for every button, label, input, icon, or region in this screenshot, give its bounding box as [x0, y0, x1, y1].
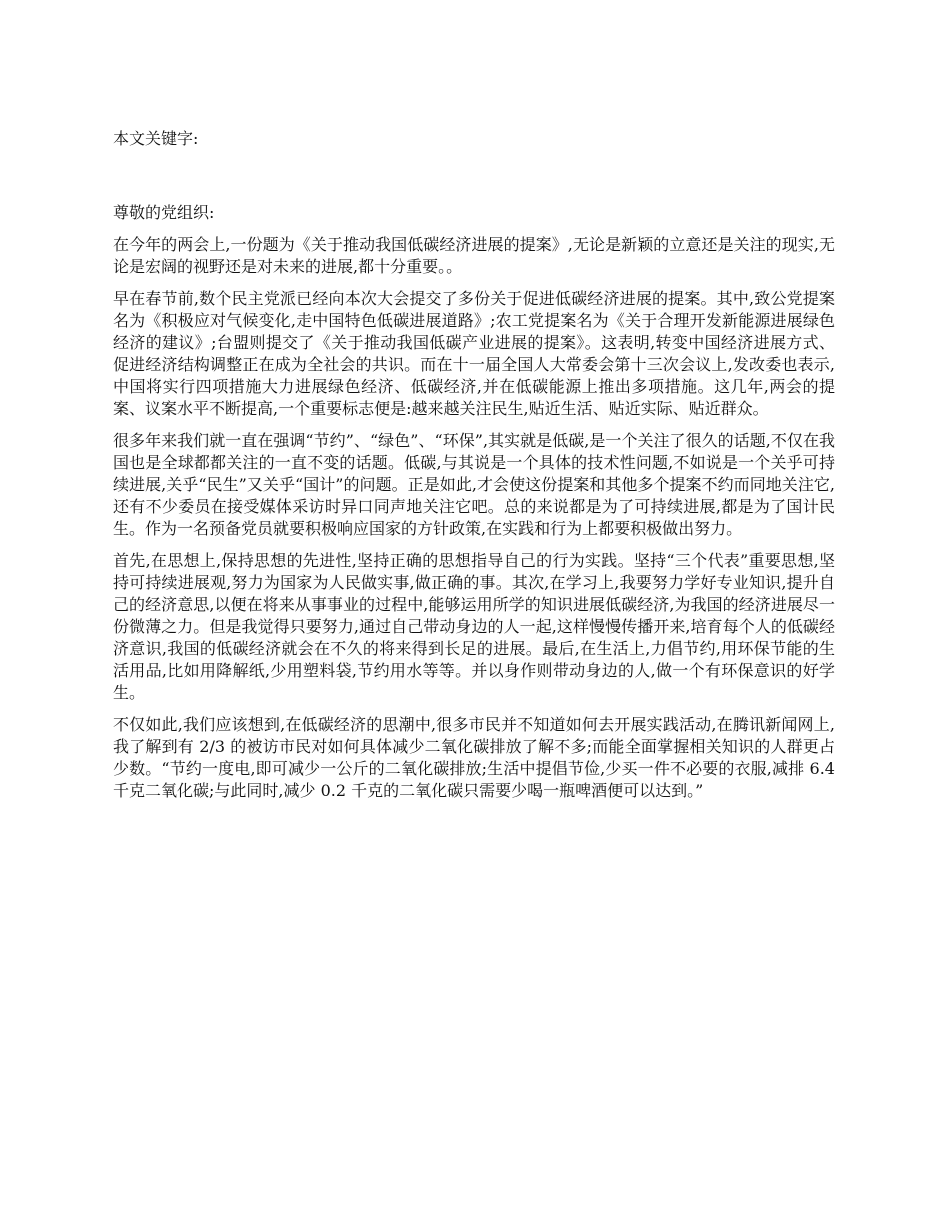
- paragraph-2: 早在春节前,数个民主党派已经向本次大会提交了多份关于促进低碳经济进展的提案。其中,致公党提案名为《积极应对气候变化,走中国特色低碳进展道路》;农工党提案名为《关于合理开发新能源进展绿色经济的建议》;台盟则提交了《关于推动我国低碳产业进展的提案》。这表明,转变中国经济进展方式、促进经济结构调整正在成为全社会的共识。而在十一届全国人大常委会第十三次会议上,发改委也表示,中国将实行四项措施大力进展绿色经济、低碳经济,并在低碳能源上推出多项措施。这几年,两会的提案、议案水平不断提高,一个重要标志便是:越来越关注民生,贴近生活、贴近实际、贴近群众。: [113, 289, 835, 418]
- keywords-label: 本文关键字:: [113, 129, 199, 148]
- paragraph-1: 在今年的两会上,一份题为《关于推动我国低碳经济进展的提案》,无论是新颖的立意还是关注的现实,无论是宏阔的视野还是对未来的进展,都十分重要。。: [113, 235, 835, 276]
- paragraph-5: 不仅如此,我们应该想到,在低碳经济的思潮中,很多市民并不知道如何去开展实践活动,在腾讯新闻网上,我了解到有 2/3 的被访市民对如何具体减少二氧化碳排放了解不多;而能全面掌握相关知识的人群更占少数。“节约一度电,即可减少一公斤的二氧化碳排放;生活中提倡节俭,少买一件不必要的衣服,减排 6.4 千克二氧化碳;与此同时,减少 0.2 千克的二氧化碳只需要少喝一瓶啤酒便可以达到。”: [113, 715, 835, 800]
- document-body: [113, 128, 835, 802]
- paragraph-4: 首先,在思想上,保持思想的先进性,坚持正确的思想指导自己的行为实践。坚持“三个代表”重要思想,坚持可持续进展观,努力为国家为人民做实事,做正确的事。其次,在学习上,我要努力学好专业知识,提升自己的经济意思,以便在将来从事事业的过程中,能够运用所学的知识进展低碳经济,为我国的经济进展尽一份微薄之力。但是我觉得只要努力,通过自己带动身边的人一起,这样慢慢传播开来,培育每个人的低碳经济意识,我国的低碳经济就会在不久的将来得到长足的进展。最后,在生活上,力倡节约,用环保节能的生活用品,比如用降解纸,少用塑料袋,节约用水等等。并以身作则带动身边的人,做一个有环保意识的好学生。: [113, 551, 835, 702]
- paragraph-3: 很多年来我们就一直在强调“节约”、“绿色”、“环保”,其实就是低碳,是一个关注了很久的话题,不仅在我国也是全球都都关注的一直不变的话题。低碳,与其说是一个具体的技术性问题,不如说是一个关乎可持续进展,关乎“民生”又关乎“国计”的问题。正是如此,才会使这份提案和其他多个提案不约而同地关注它,还有不少委员在接受媒体采访时异口同声地关注它吧。总的来说都是为了可持续进展,都是为了国计民生。作为一名预备党员就要积极响应国家的方针政策,在实践和行为上都要积极做出努力。: [113, 431, 835, 538]
- salutation: 尊敬的党组织:: [113, 203, 215, 222]
